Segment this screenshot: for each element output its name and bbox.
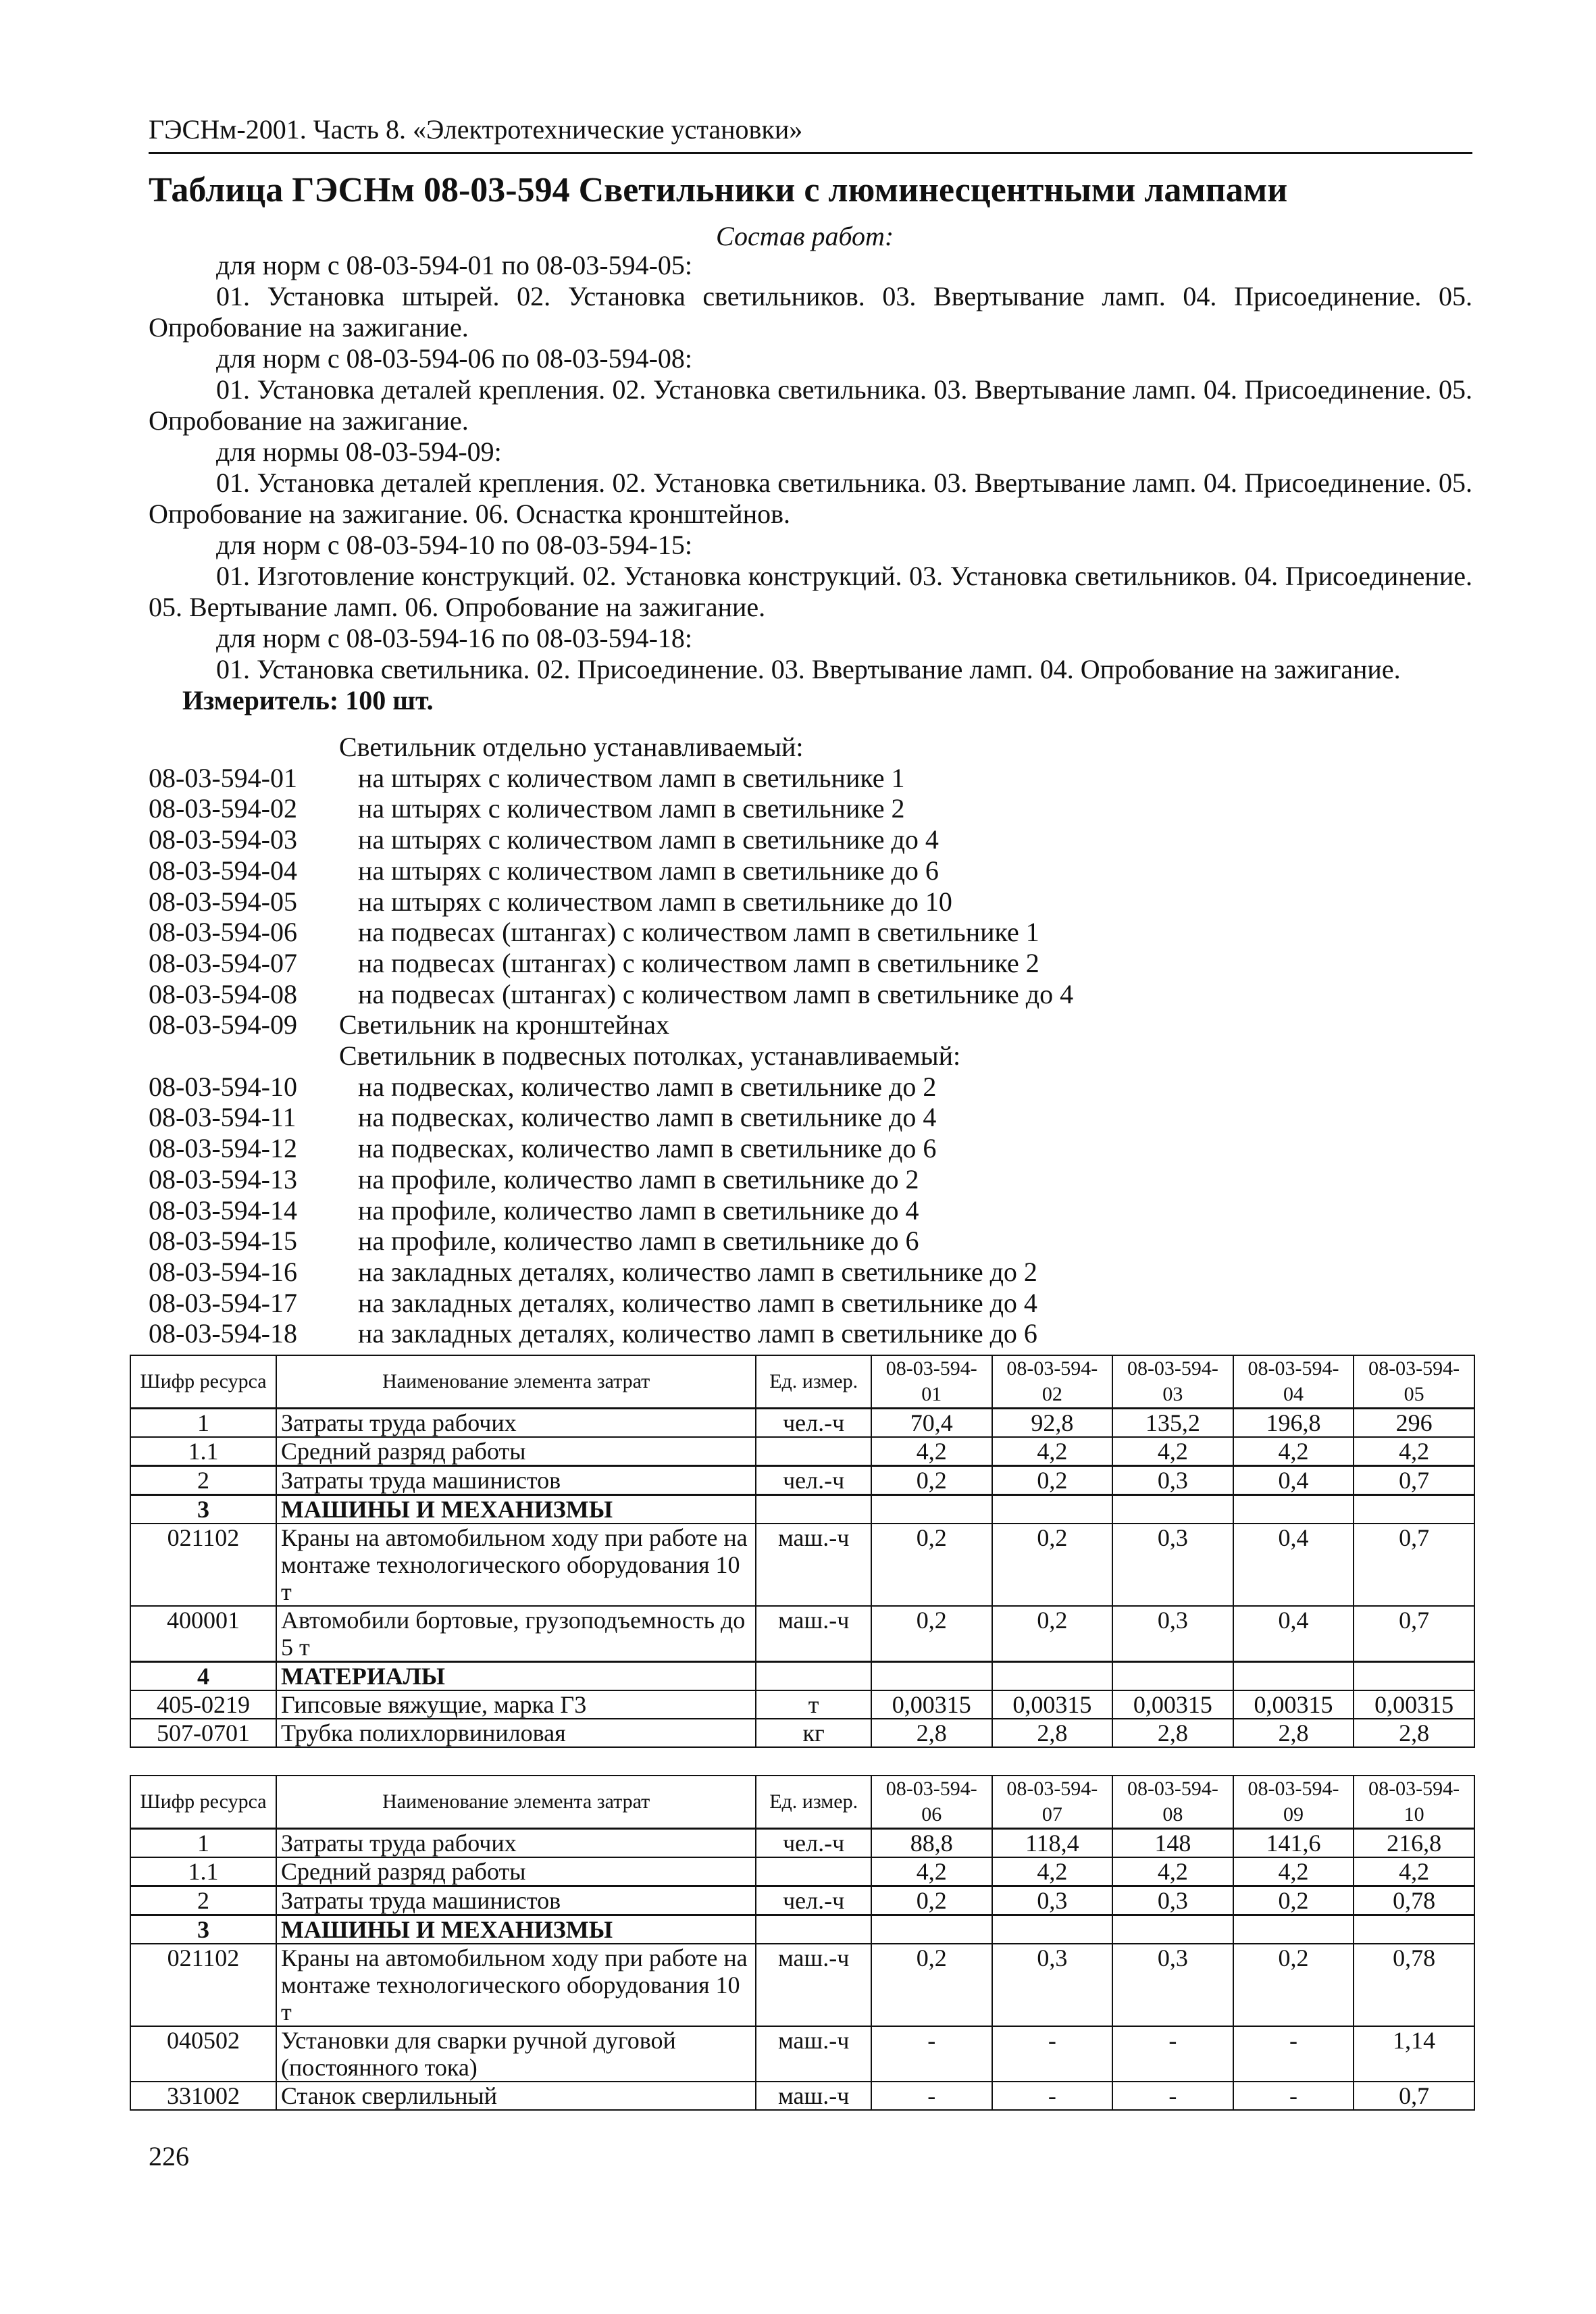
unit-of-measure: чел.-ч (756, 1466, 871, 1495)
cost-element-name: Автомобили бортовые, грузоподъемность до 5 т (276, 1606, 756, 1662)
table-row (130, 1690, 1474, 1719)
norm-code: 08-03-594-07 (149, 947, 297, 978)
norm-value (1354, 1662, 1474, 1691)
cost-element-name: МАШИНЫ И МЕХАНИЗМЫ (276, 1915, 756, 1944)
table-row (130, 1495, 1474, 1524)
cost-element-name: Средний разряд работы (276, 1437, 756, 1466)
norm-code: 08-03-594-04 (149, 855, 297, 886)
norm-code-row (149, 1040, 1073, 1072)
unit-of-measure (756, 1857, 871, 1886)
norm-value: 4,2 (1354, 1437, 1474, 1466)
unit-of-measure: чел.-ч (756, 1409, 871, 1438)
norm-code: 08-03-594-15 (149, 1226, 297, 1257)
resource-code: 2 (130, 1466, 276, 1495)
table-row (130, 1662, 1474, 1691)
norm-code: 08-03-594-05 (149, 886, 297, 917)
norm-value: 2,8 (1354, 1719, 1474, 1747)
cost-element-name: Краны на автомобильном ходу при работе на монтаже технологического оборудования 10 т (276, 1524, 756, 1606)
norm-code-row (149, 1164, 1073, 1195)
norm-code-row (149, 979, 1073, 1010)
resource-code: 507-0701 (130, 1719, 276, 1747)
norm-value: 4,2 (871, 1437, 992, 1466)
norm-value: 0,00315 (1112, 1690, 1233, 1719)
cost-element-name: Станок сверлильный (276, 2082, 756, 2110)
norm-value: 4,2 (1233, 1857, 1354, 1886)
norm-value: 4,2 (1354, 1857, 1474, 1886)
norm-value: 135,2 (1112, 1409, 1233, 1438)
norm-code-row (149, 886, 1073, 917)
norm-value (992, 1495, 1113, 1524)
norm-code-row (149, 1257, 1073, 1288)
norm-value: 0,78 (1354, 1944, 1474, 2026)
cost-element-name: Затраты труда машинистов (276, 1886, 756, 1915)
norm-description: на подвесах (штангах) с количеством ламп в светильнике до 4 (358, 978, 1074, 1009)
norm-value (871, 1662, 992, 1691)
work-paragraph: 01. Установка светильника. 02. Присоединение. 03. Ввертывание ламп. 04. Опробование на зажигание. (216, 654, 1401, 684)
norm-code: 08-03-594-14 (149, 1194, 297, 1226)
cost-element-name: Затраты труда машинистов (276, 1466, 756, 1495)
unit-of-measure: маш.-ч (756, 1944, 871, 2026)
norm-value: 0,00315 (992, 1690, 1113, 1719)
norm-value: 0,3 (1112, 1944, 1233, 2026)
norm-value: 296 (1354, 1409, 1474, 1438)
norm-description: на профиле, количество ламп в светильнике до 6 (358, 1226, 919, 1257)
table-row (130, 1437, 1474, 1466)
norm-value: 0,2 (992, 1524, 1113, 1606)
norm-description: на подвесках, количество ламп в светильнике до 2 (358, 1071, 937, 1102)
work-paragraph: 01. Установка штырей. 02. Установка светильников. 03. Ввертывание ламп. 04. Присоединение. 05. Опробование на зажигание. (149, 281, 1472, 343)
norm-description: Светильник отдельно устанавливаемый: (339, 732, 804, 762)
norm-value: 0,7 (1354, 1466, 1474, 1495)
col-norm-header: 08-03-594-07 (992, 1776, 1113, 1829)
norm-value: 0,2 (1233, 1886, 1354, 1915)
norm-value: 88,8 (871, 1829, 992, 1858)
norm-value: 0,4 (1233, 1606, 1354, 1662)
table-row (130, 1409, 1474, 1438)
norm-code: 08-03-594-11 (149, 1102, 297, 1133)
work-paragraph: 01. Изготовление конструкций. 02. Установка конструкций. 03. Установка светильников. 04. Присоединение. 05. Вертывание ламп. 06. Опробование на зажигание. (149, 561, 1472, 622)
norm-value: 0,4 (1233, 1466, 1354, 1495)
norm-code: 08-03-594-13 (149, 1163, 297, 1194)
table-row (130, 1944, 1474, 2026)
col-code-header: Шифр ресурса (130, 1355, 276, 1409)
cost-element-name: Затраты труда рабочих (276, 1409, 756, 1438)
norm-value: 1,14 (1354, 2026, 1474, 2082)
unit-of-measure: т (756, 1690, 871, 1719)
running-header: ГЭСНм-2001. Часть 8. «Электротехнические установки» (149, 114, 1472, 154)
norm-value: 4,2 (992, 1857, 1113, 1886)
table-row (130, 1915, 1474, 1944)
norm-value: 196,8 (1233, 1409, 1354, 1438)
norm-value: 92,8 (992, 1409, 1113, 1438)
norm-value (992, 1915, 1113, 1944)
norm-code-row (149, 948, 1073, 979)
norm-value: 0,2 (992, 1466, 1113, 1495)
col-norm-header: 08-03-594-10 (1354, 1776, 1474, 1829)
norm-code-row (149, 1102, 1073, 1133)
unit-of-measure: маш.-ч (756, 1524, 871, 1606)
norm-code-row (149, 1288, 1073, 1319)
norm-code-row (149, 917, 1073, 948)
norm-value: 4,2 (992, 1437, 1113, 1466)
norm-value (1233, 1495, 1354, 1524)
resource-code: 405-0219 (130, 1690, 276, 1719)
norm-description: на штырях с количеством ламп в светильнике 2 (358, 793, 905, 824)
norm-code: 08-03-594-09 (149, 1009, 297, 1040)
col-norm-header: 08-03-594-04 (1233, 1355, 1354, 1409)
norm-value: 0,78 (1354, 1886, 1474, 1915)
norm-code: 08-03-594-12 (149, 1133, 297, 1164)
col-name-header: Наименование элемента затрат (276, 1355, 756, 1409)
norm-description: на закладных деталях, количество ламп в светильнике до 4 (358, 1287, 1037, 1318)
table-row (130, 1829, 1474, 1858)
norm-value: 0,2 (871, 1944, 992, 2026)
unit-of-measure: маш.-ч (756, 2026, 871, 2082)
cost-element-name: Средний разряд работы (276, 1857, 756, 1886)
norm-value: 2,8 (1233, 1719, 1354, 1747)
norms-table-2 (130, 1775, 1475, 2111)
col-name-header: Наименование элемента затрат (276, 1776, 756, 1829)
norm-value: 0,2 (871, 1606, 992, 1662)
cost-element-name: Трубка полихлорвиниловая (276, 1719, 756, 1747)
col-norm-header: 08-03-594-03 (1112, 1355, 1233, 1409)
norm-value: 118,4 (992, 1829, 1113, 1858)
resource-code: 4 (130, 1662, 276, 1691)
norm-value: 0,3 (1112, 1886, 1233, 1915)
norm-description: на профиле, количество ламп в светильнике до 2 (358, 1163, 919, 1194)
norm-value: - (871, 2082, 992, 2110)
norm-code-row (149, 732, 1073, 763)
norm-value: 0,7 (1354, 2082, 1474, 2110)
resource-code: 1 (130, 1829, 276, 1858)
norm-code (149, 1040, 358, 1072)
norm-code-row (149, 763, 1073, 794)
norm-code-row (149, 1226, 1073, 1257)
unit-of-measure: чел.-ч (756, 1829, 871, 1858)
norm-value: - (1112, 2082, 1233, 2110)
norm-value (1354, 1495, 1474, 1524)
norm-description: на штырях с количеством ламп в светильнике до 4 (358, 824, 939, 855)
table-row (130, 1719, 1474, 1747)
resource-code: 3 (130, 1915, 276, 1944)
norm-description: на штырях с количеством ламп в светильнике до 6 (358, 855, 939, 886)
table-row (130, 2026, 1474, 2082)
norm-description: на штырях с количеством ламп в светильнике 1 (358, 762, 905, 793)
norm-description: на подвесах (штангах) с количеством ламп в светильнике 2 (358, 947, 1039, 978)
work-paragraph: для норм с 08-03-594-01 по 08-03-594-05: (216, 250, 693, 280)
norm-value: 4,2 (871, 1857, 992, 1886)
unit-of-measure (756, 1915, 871, 1944)
norm-value: 0,2 (871, 1524, 992, 1606)
norm-value: - (1233, 2026, 1354, 2082)
norm-value: 0,7 (1354, 1524, 1474, 1606)
col-code-header: Шифр ресурса (130, 1776, 276, 1829)
work-paragraph: для норм с 08-03-594-16 по 08-03-594-18: (216, 623, 693, 653)
norm-value: 0,3 (1112, 1606, 1233, 1662)
unit-of-measure: чел.-ч (756, 1886, 871, 1915)
work-paragraph: для норм с 08-03-594-06 по 08-03-594-08: (216, 343, 693, 374)
norm-code (149, 732, 358, 763)
norm-value: 0,4 (1233, 1524, 1354, 1606)
unit-of-measure: маш.-ч (756, 1606, 871, 1662)
cost-element-name: Краны на автомобильном ходу при работе на монтаже технологического оборудования 10 т (276, 1944, 756, 2026)
cost-element-name: МАШИНЫ И МЕХАНИЗМЫ (276, 1495, 756, 1524)
norm-value: 4,2 (1233, 1437, 1354, 1466)
unit-of-measure: кг (756, 1719, 871, 1747)
measure-unit: Измеритель: 100 шт. (182, 685, 434, 715)
norm-value (1354, 1915, 1474, 1944)
norm-value (1233, 1662, 1354, 1691)
work-paragraph: для нормы 08-03-594-09: (216, 436, 502, 467)
norm-description: на закладных деталях, количество ламп в светильнике до 6 (358, 1318, 1037, 1349)
table-row (130, 1606, 1474, 1662)
norm-code: 08-03-594-06 (149, 917, 297, 948)
norm-value: 0,3 (1112, 1524, 1233, 1606)
norm-code-row (149, 793, 1073, 824)
norm-description: на подвесках, количество ламп в светильнике до 6 (358, 1133, 937, 1164)
norm-value: - (992, 2082, 1113, 2110)
norm-code: 08-03-594-08 (149, 978, 297, 1009)
norm-code: 08-03-594-17 (149, 1287, 297, 1318)
norm-description: на профиле, количество ламп в светильнике до 4 (358, 1194, 919, 1226)
unit-of-measure (756, 1662, 871, 1691)
norm-value (1112, 1915, 1233, 1944)
norm-code: 08-03-594-16 (149, 1256, 297, 1287)
norm-code-row (149, 1318, 1073, 1349)
unit-of-measure (756, 1495, 871, 1524)
norm-code: 08-03-594-01 (149, 762, 297, 793)
col-norm-header: 08-03-594-02 (992, 1355, 1113, 1409)
norm-value: 0,2 (871, 1466, 992, 1495)
unit-of-measure (756, 1437, 871, 1466)
norm-value (871, 1915, 992, 1944)
norm-value: 148 (1112, 1829, 1233, 1858)
cost-element-name: Затраты труда рабочих (276, 1829, 756, 1858)
norm-code-row (149, 1195, 1073, 1226)
col-unit-header: Ед. измер. (756, 1355, 871, 1409)
norm-code-row (149, 1009, 1073, 1040)
norm-description: на подвесках, количество ламп в светильнике до 4 (358, 1102, 937, 1133)
table-header-row (130, 1355, 1474, 1409)
norm-value (1112, 1495, 1233, 1524)
table-row (130, 1466, 1474, 1495)
norm-value: - (871, 2026, 992, 2082)
work-paragraph: 01. Установка деталей крепления. 02. Установка светильника. 03. Ввертывание ламп. 04. Присоединение. 05. Опробование на зажигание. 06. Оснастка кронштейнов. (149, 468, 1472, 529)
norm-description: на закладных деталях, количество ламп в светильнике до 2 (358, 1256, 1037, 1287)
norm-value: 2,8 (1112, 1719, 1233, 1747)
norm-description: Светильник в подвесных потолках, устанавливаемый: (339, 1040, 961, 1072)
norm-value: 0,2 (992, 1606, 1113, 1662)
table-title: Таблица ГЭСНм 08-03-594 Светильники с люминесцентными лампами (149, 171, 1288, 209)
col-norm-header: 08-03-594-05 (1354, 1355, 1474, 1409)
table-row (130, 1886, 1474, 1915)
col-norm-header: 08-03-594-08 (1112, 1776, 1233, 1829)
norm-value: 141,6 (1233, 1829, 1354, 1858)
norm-code-list (149, 732, 1073, 1349)
cost-element-name: Установки для сварки ручной дуговой (постоянного тока) (276, 2026, 756, 2082)
norm-code-row (149, 824, 1073, 855)
resource-code: 1.1 (130, 1857, 276, 1886)
resource-code: 021102 (130, 1524, 276, 1606)
table-row (130, 2082, 1474, 2110)
resource-code: 2 (130, 1886, 276, 1915)
norm-code: 08-03-594-10 (149, 1071, 297, 1102)
norm-value: 4,2 (1112, 1437, 1233, 1466)
norm-value: 0,2 (871, 1886, 992, 1915)
resource-code: 1.1 (130, 1437, 276, 1466)
resource-code: 1 (130, 1409, 276, 1438)
norm-description: на подвесах (штангах) с количеством ламп в светильнике 1 (358, 917, 1039, 948)
page-number: 226 (149, 2141, 189, 2171)
norm-code-row (149, 1072, 1073, 1103)
resource-code: 400001 (130, 1606, 276, 1662)
col-norm-header: 08-03-594-06 (871, 1776, 992, 1829)
norms-table-1 (130, 1355, 1475, 1748)
norm-code: 08-03-594-18 (149, 1318, 297, 1349)
unit-of-measure: маш.-ч (756, 2082, 871, 2110)
norm-value (871, 1495, 992, 1524)
norm-value (1233, 1915, 1354, 1944)
col-unit-header: Ед. измер. (756, 1776, 871, 1829)
norm-value: 0,00315 (871, 1690, 992, 1719)
col-norm-header: 08-03-594-01 (871, 1355, 992, 1409)
work-paragraph: для норм с 08-03-594-10 по 08-03-594-15: (216, 530, 693, 560)
norm-value: 2,8 (992, 1719, 1113, 1747)
norm-value: 0,00315 (1233, 1690, 1354, 1719)
norm-value: 0,2 (1233, 1944, 1354, 2026)
norm-value (1112, 1662, 1233, 1691)
table-row (130, 1857, 1474, 1886)
norm-value: 4,2 (1112, 1857, 1233, 1886)
norm-code-row (149, 855, 1073, 886)
work-composition (149, 250, 1472, 716)
table-header-row (130, 1776, 1474, 1829)
cost-element-name: Гипсовые вяжущие, марка Г3 (276, 1690, 756, 1719)
norm-value: - (992, 2026, 1113, 2082)
resource-code: 021102 (130, 1944, 276, 2026)
work-paragraph: 01. Установка деталей крепления. 02. Установка светильника. 03. Ввертывание ламп. 04. Присоединение. 05. Опробование на зажигание. (149, 374, 1472, 436)
norm-value: 216,8 (1354, 1829, 1474, 1858)
resource-code: 3 (130, 1495, 276, 1524)
work-composition-heading: Состав работ: (716, 221, 894, 251)
norm-value: 70,4 (871, 1409, 992, 1438)
norm-value (992, 1662, 1113, 1691)
norm-value: - (1112, 2026, 1233, 2082)
norm-description: на штырях с количеством ламп в светильнике до 10 (358, 886, 952, 917)
norm-value: 0,3 (992, 1886, 1113, 1915)
norm-value: 0,7 (1354, 1606, 1474, 1662)
table-row (130, 1524, 1474, 1606)
norm-value: 0,3 (1112, 1466, 1233, 1495)
cost-element-name: МАТЕРИАЛЫ (276, 1662, 756, 1691)
norm-value: 0,3 (992, 1944, 1113, 2026)
col-norm-header: 08-03-594-09 (1233, 1776, 1354, 1829)
resource-code: 040502 (130, 2026, 276, 2082)
norm-value: - (1233, 2082, 1354, 2110)
norm-value: 0,00315 (1354, 1690, 1474, 1719)
norm-description: Светильник на кронштейнах (339, 1009, 670, 1040)
norm-code-row (149, 1133, 1073, 1164)
norm-code: 08-03-594-02 (149, 793, 297, 824)
norm-value: 2,8 (871, 1719, 992, 1747)
norm-code: 08-03-594-03 (149, 824, 297, 855)
resource-code: 331002 (130, 2082, 276, 2110)
